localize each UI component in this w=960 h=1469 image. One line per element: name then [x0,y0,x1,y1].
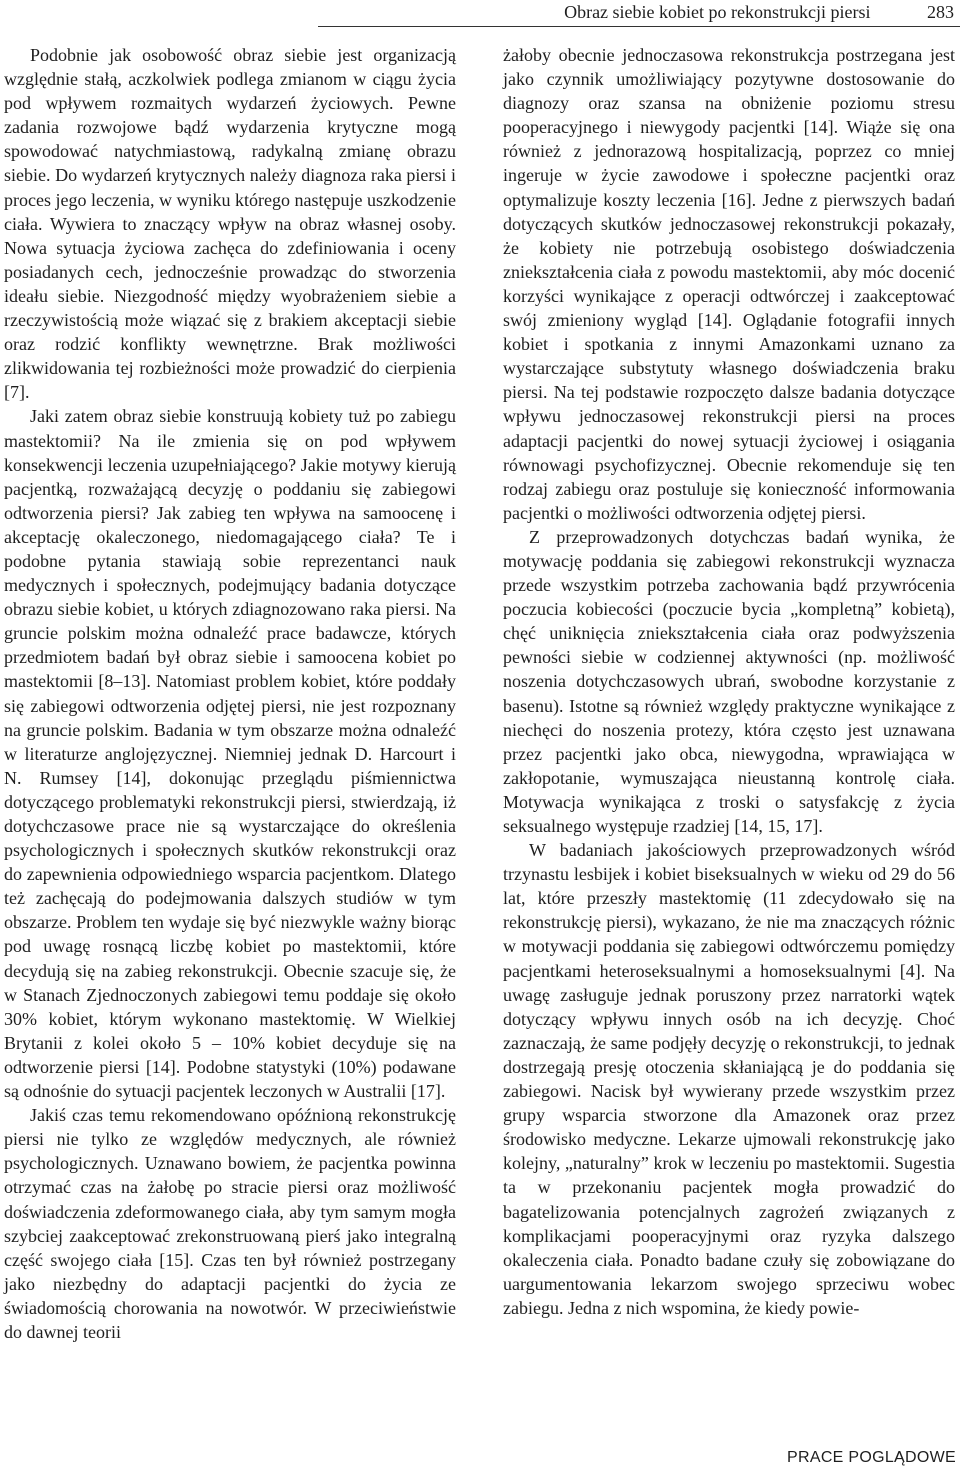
paragraph: Podobnie jak osobowość obraz siebie jest organizacją względnie stałą, aczkolwiek podlega zmianom w ciągu życia pod wpływem rozmaitych wydarzeń życiowych. Pewne zadania rozwojowe bądź wydarzenia krytyczne mogą spowodować natychmiastową, radykalną zmianę obrazu siebie. Do wydarzeń krytycznych należy diagnoza raka piersi i proces jego leczenia, w wyniku którego następuje uszkodzenie ciała. Wywiera to znaczący wpływ na obraz własnej osoby. Nowa sytuacja życiowa zachęca do zdefiniowania i oceny posiadanych cech, jednocześnie prowadząc do stworzenia ideału siebie. Niezgodność między wyobrażeniem siebie a rzeczywistością może wiązać się z brakiem akceptacji siebie oraz rodzić konflikty wewnętrzne. Brak możliwości zlikwidowania tej rozbieżności może prowadzić do cierpienia [7]. [4,45,456,403]
paragraph: Z przeprowadzonych dotychczas badań wynika, że motywację poddania się zabiegowi rekonstrukcji wyznacza przede wszystkim potrzeba zachowania bądź przywrócenia poczucia kobiecości (poczucie bycia „kompletną” kobietą), chęć uniknięcia zniekształcenia ciała oraz podwyższenia pewności siebie w codziennej aktywności (np. możliwość noszenia dotychczasowych ubrań, swobodne korzystanie z basenu). Istotne są również względy praktyczne wynikające z niechęci do noszenia protezy, która często jest uznawana przez pacjentki jako obca, niewygodna, wprawiająca w zakłopotanie, wymuszająca nieustanną kontrolę ciała. Motywacja wynikająca z troski o satysfakcję z życia seksualnego występuje rzadziej [14, 15, 17]. [503,526,955,836]
page-number: 283 [927,2,954,22]
header-rule [318,26,960,27]
running-title: Obraz siebie kobiet po rekonstrukcji piersi [564,2,871,22]
right-column [503,43,955,1320]
section-label: PRACE POGLĄDOWE [787,1449,956,1466]
left-column [4,43,456,1344]
paragraph: Jakiś czas temu rekomendowano opóźnioną rekonstrukcję piersi nie tylko ze względów medycznych, ale również psychologicznych. Uznawano bowiem, że pacjentka powinna otrzymać czas na żałobę po stracie piersi oraz możliwość doświadczenia zdeformowanego ciała, aby tym samym mogła szybciej zaakceptować zrekonstruowaną pierś jako integralną część swojego ciała [15]. Czas ten był również postrzegany jako niezbędny do adaptacji pacjentki do życia ze świadomością chorowania na nowotwór. W przeciwieństwie do dawnej teorii [4,1105,456,1342]
paragraph: W badaniach jakościowych przeprowadzonych wśród trzynastu lesbijek i kobiet biseksualnych w wieku od 29 do 56 lat, które przeszły mastektomię (11 zdecydowało się na rekonstrukcję piersi), wykazano, że nie ma znaczących różnic w motywacji poddania się zabiegowi odtwórczemu pomiędzy pacjentkami heteroseksualnymi a homoseksualnymi [4]. Na uwagę zasługuje jednak poruszony przez narratorki wątek dotyczący wpływu innych osób na ich decyzję. Choć zaznaczają, że same podjęły decyzję o rekonstrukcji, to jednak dostrzegają presję otoczenia skłaniającą je do poddania się zabiegowi. Nacisk był wywierany przede wszystkim przez grupy wsparcia stworzone dla Amazonek oraz przez środowisko medyczne. Lekarze ujmowali rekonstrukcję jako kolejny, „naturalny” krok w leczeniu po mastektomii. Sugestia ta w przekonaniu pacjentek mogła prowadzić do bagatelizowania potencjalnych zagrożeń związanych z komplikacjami pooperacyjnymi oraz ryzyka dalszego okaleczenia ciała. Ponadto badane czuły się zobowiązane do uargumentowania lekarzom swojego sprzeciwu wobec zabiegu. Jedna z nich wspomina, że kiedy powie- [503,840,955,1318]
running-header [564,0,960,26]
paragraph: Jaki zatem obraz siebie konstruują kobiety tuż po zabiegu mastektomii? Na ile zmienia się on pod wpływem konsekwencji leczenia uzupełniającego? Jakie motywy kierują pacjentką, rozważającą decyzję o poddaniu się zabiegowi odtworzenia piersi? Jak zabieg ten wpływa na samoocenę i akceptację okaleczonego, niedomagającego ciała? Te i podobne pytania stawiają sobie reprezentanci nauk medycznych i społecznych, podejmujący badania dotyczące obrazu siebie kobiet, u których zdiagnozowano raka piersi. Na gruncie polskim można odnaleźć prace badawcze, których przedmiotem badań był obraz siebie i samoocena kobiet po mastektomii [8–13]. Natomiast problem kobiet, które poddały się zabiegowi odtworzenia odjętej piersi, nie jest rozpoznany na gruncie polskim. Badania w tym obszarze można odnaleźć w literaturze anglojęzycznej. Niemniej jednak D. Harcourt i N. Rumsey [14], dokonując przeglądu piśmiennictwa dotyczącego problematyki rekonstrukcji piersi, stwierdzają, iż dotychczasowe prace nie są wystarczające do określenia psychologicznych i społecznych skutków rekonstrukcji oraz do zapewnienia odpowiedniego wsparcia pacjentkom. Dlatego też zachęcają do podejmowania dalszych studiów w tym obszarze. Problem ten wydaje się być niezwykle ważny biorąc pod uwagę rosnącą liczbę kobiet po mastektomii, które decydują się na zabieg rekonstrukcji. Obecnie szacuje się, że w Stanach Zjednoczonych zabiegowi temu poddaje się około 30% kobiet, którym wykonano mastektomię. W Wielkiej Brytanii z kolei około 5 – 10% kobiet decyduje się na odtworzenie piersi [14]. Podobne statystyki (10%) podawane są odnośnie do sytuacji pacjentek leczonych w Australii [17]. [4,406,456,1102]
paragraph: żałoby obecnie jednoczasowa rekonstrukcja postrzegana jest jako czynnik umożliwiający pozytywne dostosowanie do diagnozy oraz szansa na obniżenie poziomu stresu pooperacyjnego i niewygody pacjentki [14]. Wiąże się ona również z jednorazową hospitalizacją, poprzez co mniej ingeruje w życie zawodowe i społeczne pacjentki oraz optymalizuje koszty leczenia [16]. Jedne z pierwszych badań dotyczących skutków jednoczasowej rekonstrukcji pokazały, że kobiety nie potrzebują osobistego doświadczenia zniekształcenia ciała z powodu mastektomii, aby móc docenić korzyści wynikające z operacji odtwórczej i zaakceptować swój zmieniony wygląd [14]. Oglądanie fotografii innych kobiet i spotkania z innymi Amazonkami uznano za wystarczające substytuty własnego doświadczenia braku piersi. Na tej podstawie rozpoczęto dalsze badania dotyczące wpływu jednoczasowej rekonstrukcji piersi na proces adaptacji pacjentki do nowej sytuacji życiowej i osiągania równowagi psychofizycznej. Obecnie rekomenduje się ten rodzaj zabiegu oraz postuluje się konieczność informowania pacjentki o możliwości odtworzenia odjętej piersi. [503,45,955,523]
